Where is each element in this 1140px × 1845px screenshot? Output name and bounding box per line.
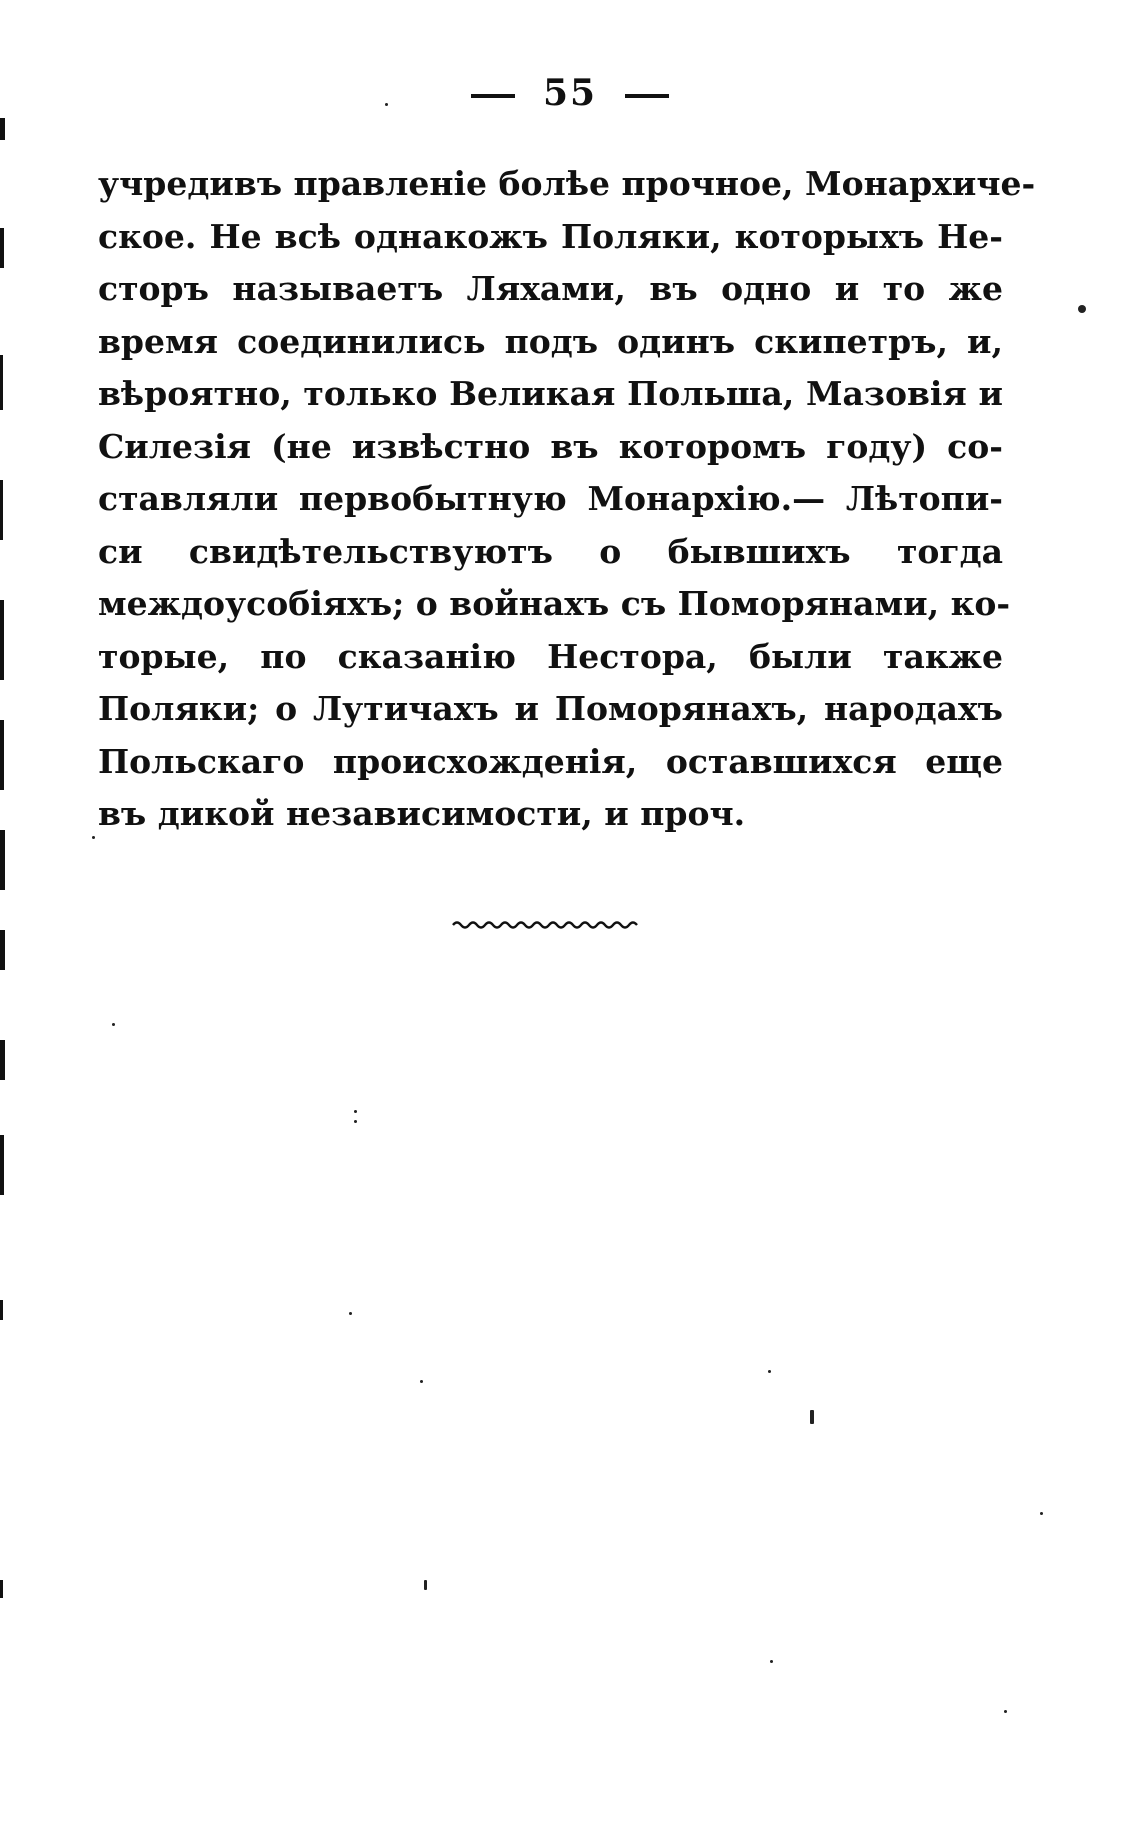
binding-edge-mark xyxy=(0,118,5,140)
body-text xyxy=(98,158,1036,841)
scan-speck xyxy=(770,1660,773,1663)
header-dash-left xyxy=(471,94,515,98)
binding-edge-mark xyxy=(0,1580,3,1598)
text-line: торые, по сказанію Нестора, были также xyxy=(98,636,1003,676)
text-line: си свидѣтельствуютъ о бывшихъ тогда xyxy=(98,531,1003,571)
scan-speck xyxy=(1078,305,1086,313)
binding-edge-mark xyxy=(0,830,5,890)
text-line: сторъ называетъ Ляхами, въ одно и то же xyxy=(98,269,1003,308)
scan-speck xyxy=(1004,1710,1007,1713)
binding-edge-mark xyxy=(0,1135,4,1195)
page-header xyxy=(0,72,1140,114)
text-line: Поляки; о Лутичахъ и Поморянахъ, народахъ xyxy=(98,689,1003,728)
text-line: ское. Не всѣ однакожъ Поляки, которыхъ Не- xyxy=(98,216,1003,256)
scan-speck xyxy=(385,103,388,106)
scan-speck xyxy=(810,1410,814,1424)
text-line: вѣроятно, только Великая Польша, Мазовія и xyxy=(98,374,1003,413)
scan-speck xyxy=(420,1380,423,1383)
page-number: 55 xyxy=(542,72,598,114)
scan-speck xyxy=(768,1370,771,1373)
text-line: учредивъ правленіе болѣе прочное, Монархиче- xyxy=(98,164,1036,203)
binding-edge-mark xyxy=(0,1040,5,1080)
binding-edge-mark xyxy=(0,930,5,970)
text-line: Польскаго происхожденія, оставшихся еще xyxy=(98,741,1003,781)
scan-speck xyxy=(424,1580,427,1590)
text-line: время соединились подъ одинъ скипетръ, и, xyxy=(98,321,1003,361)
scan-speck xyxy=(349,1312,352,1315)
scan-speck xyxy=(354,1110,357,1113)
text-line: междоусобіяхъ; о войнахъ съ Поморянами, ко- xyxy=(98,584,1011,623)
scan-speck xyxy=(1040,1512,1043,1515)
scan-speck xyxy=(112,1023,115,1026)
binding-edge-mark xyxy=(0,600,4,680)
binding-edge-mark xyxy=(0,228,4,268)
end-ornament xyxy=(451,918,639,932)
text-line: Силезія (не извѣстно въ которомъ году) со- xyxy=(98,426,1003,466)
text-line: въ дикой независимости, и проч. xyxy=(98,794,746,833)
binding-edge-mark xyxy=(0,720,4,790)
header-dash-right xyxy=(625,94,669,98)
binding-edge-mark xyxy=(0,480,3,540)
text-line: ставляли первобытную Монархію.— Лѣтопи- xyxy=(98,479,1003,518)
binding-edge-mark xyxy=(0,355,3,410)
scan-speck xyxy=(354,1120,357,1123)
binding-edge-mark xyxy=(0,1300,3,1320)
scan-speck xyxy=(92,836,95,839)
